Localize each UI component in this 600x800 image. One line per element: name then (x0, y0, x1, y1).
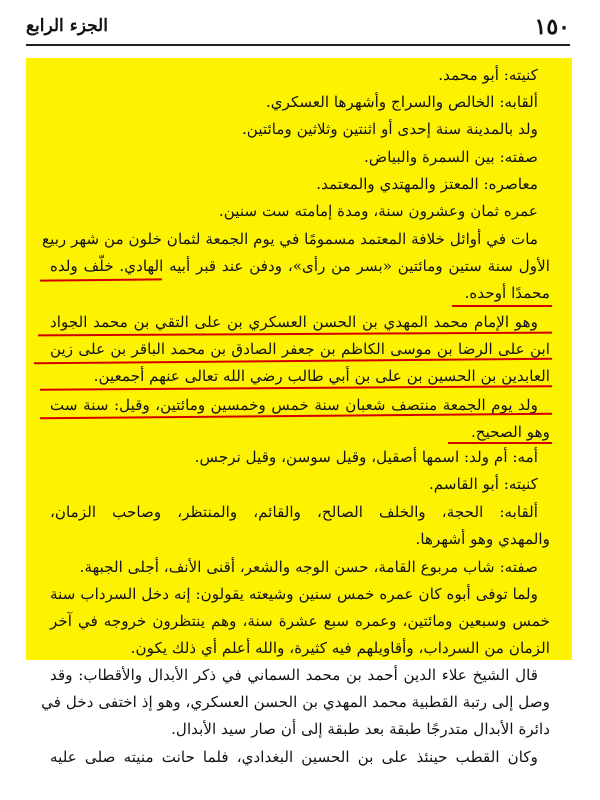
text-line: وصل إلى رتبة القطبية محمد المهدي بن الحسن العسكري، وهو إذ اختفى دخل في (41, 693, 550, 711)
text-line: وكان القطب حينئذ على بن الحسين البغدادي، فلما حانت منيته صلى عليه (50, 748, 538, 766)
red-underline (452, 305, 552, 307)
text-line: كنيته: أبو القاسم. (428, 475, 538, 493)
text-line: ولد بالمدينة سنة إحدى أو اثنتين وثلاثين ومائتين. (241, 120, 538, 138)
running-title: الجزء الرابع (26, 16, 108, 36)
text-line: ولما توفى أبوه كان عمره خمس سنين وشيعته يقولون: إنه دخل السرداب سنة (50, 585, 538, 603)
text-line: كنيته: أبو محمد. (438, 66, 538, 84)
text-line: ولد يوم الجمعة منتصف شعبان سنة خمس وخمسين ومائتين، وقيل: سنة ست (50, 396, 538, 414)
text-line: ألقابه: الخالص والسراج وأشهرها العسكري. (265, 93, 538, 111)
text-line: وهو الصحيح. (470, 423, 550, 441)
text-line: مات في أوائل خلافة المعتمد مسمومًا في يوم الجمعة لثمان خلون من شهر ربيع (42, 230, 538, 248)
page-number: ١٥٠ (534, 14, 570, 40)
text-line: أمه: أم ولد: اسمها أصقيل، وقيل سوسن، وقيل نرجس. (194, 448, 538, 466)
text-line: الزمان من السرداب، وأقاويلهم فيه كثيرة، والله أعلم أي ذلك يكون. (130, 639, 550, 657)
text-line: وهو الإمام محمد المهدي بن الحسن العسكري بن على التقي بن محمد الجواد (50, 313, 538, 331)
text-line: قال الشيخ علاء الدين أحمد بن محمد السماني في ذكر الأبدال والأقطاب: وقد (50, 666, 538, 684)
text-line: عمره ثمان وعشرون سنة، ومدة إمامته ست سنين. (218, 202, 538, 220)
text-line: محمدًا أوحده. (464, 284, 550, 302)
text-line: صفته: بين السمرة والبياض. (364, 148, 538, 166)
text-line: صفته: شاب مربوع القامة، حسن الوجه والشعر، أقنى الأنف، أجلى الجبهة. (79, 558, 538, 576)
text-line: ابن على الرضا بن موسى الكاظم بن جعفر الصادق بن محمد الباقر بن على زين (50, 340, 550, 358)
text-line: خمس وسبعين ومائتين، وعمره سبع عشرة سنة، وهم ينتظرون خروجه في آخر (50, 612, 550, 630)
text-line: العابدين بن الحسين بن على بن أبي طالب رضي الله تعالى عنهم أجمعين. (93, 367, 550, 385)
text-line: والمهدي وهو أشهرها. (415, 530, 550, 548)
text-line: دائرة الأبدال متدرجًا طبقة بعد طبقة إلى أن صار سيد الأبدال. (171, 720, 550, 738)
text-line: الأول سنة ستين ومائتين «بسر من رأى»، ودفن عند قبر أبيه الهادي. خلّف ولده (50, 257, 550, 275)
red-underline (448, 442, 552, 444)
text-line: ألقابه: الحجة، والخلف الصالح، والقائم، والمنتظر، وصاحب الزمان، (50, 503, 538, 521)
text-line: معاصره: المعتز والمهتدي والمعتمد. (316, 175, 538, 193)
